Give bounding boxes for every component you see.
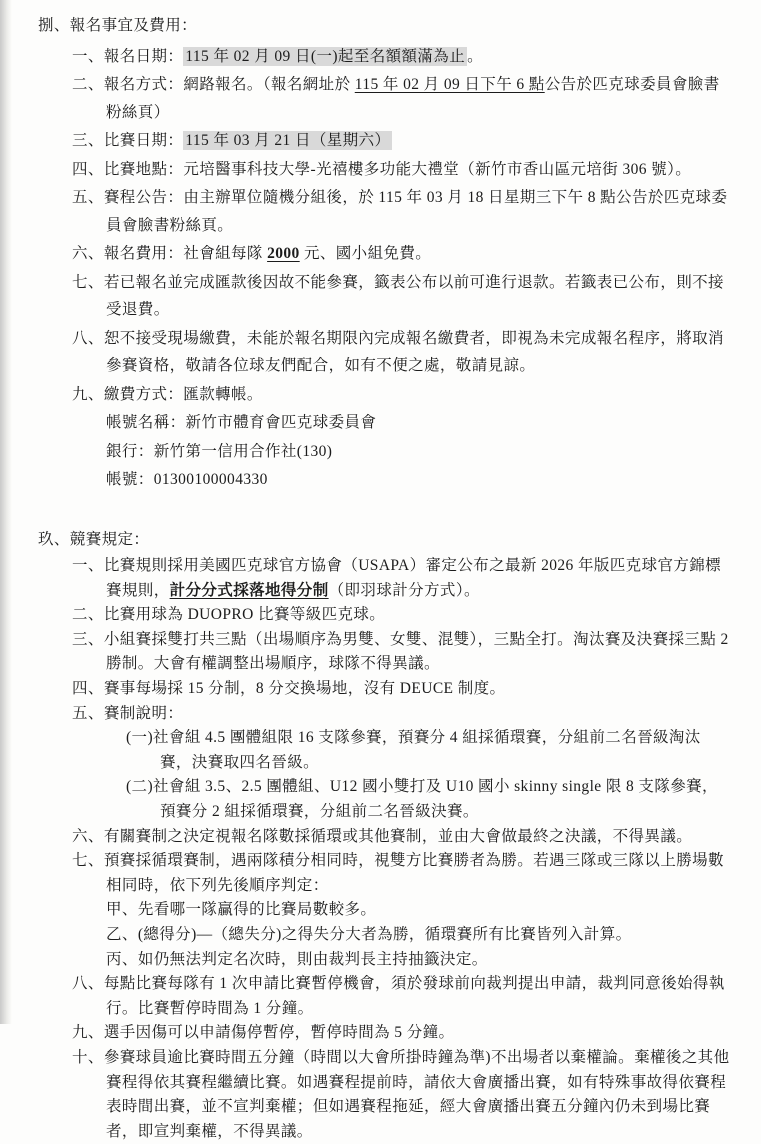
list-item (0, 1046, 731, 1144)
list-item (0, 948, 731, 973)
item-number: 六、 (72, 245, 104, 262)
item-number: 二、 (72, 76, 104, 93)
text-run: 選手因傷可以申請傷停暫停，暫停時間為 5 分鐘。 (104, 1024, 455, 1041)
item-number: 乙、 (106, 926, 138, 943)
item-number: 一、 (72, 48, 104, 65)
list-item (0, 1021, 731, 1046)
text-run: 賽制說明： (104, 705, 184, 722)
text-run: 預賽採循環賽制，遇兩隊積分相同時，視雙方比賽勝者為勝。若遇三隊或三隊以上勝場數相同時，依下列先後順序判定： (104, 852, 724, 894)
list-item (0, 156, 731, 184)
item-number: 七、 (72, 852, 104, 869)
item-number: 九、 (72, 1024, 104, 1041)
section-title: 捌、報名事宜及費用： (0, 12, 731, 40)
text-run: 帳號：01300100004330 (106, 471, 268, 488)
text-run: 賽事每場採 15 分制，8 分交換場地，沒有 DEUCE 制度。 (104, 680, 506, 697)
text-run: 帳號名稱：新竹市體育會匹克球委員會 (106, 414, 376, 431)
item-number: (二) (126, 778, 153, 795)
text-run: 銀行：新竹第一信用合作社(130) (106, 443, 332, 460)
item-number: 三、 (72, 132, 104, 149)
list-item (0, 127, 731, 155)
text-run: （即羽球計分方式）。 (329, 582, 480, 599)
text-run: 社會組 4.5 團體組限 16 支隊參賽，預賽分 4 組採循環賽，分組前二名晉級淘汰賽，決賽取四名晉級。 (153, 729, 701, 771)
list-item (0, 677, 731, 702)
highlighted-text: 115 年 03 月 21 日（星期六） (183, 131, 392, 150)
text-run: 比賽規則採用美國匹克球官方協會（USAPA）審定公布之最新 2026 年版匹克球官方錦標賽規則， (104, 557, 721, 599)
list-item (0, 240, 731, 268)
text-run: 恕不接受現場繳費，未能於報名期限內完成報名繳費者，即視為未完成報名程序，將取消參賽資格，敬請各位球友們配合，如有不便之處，敬請見諒。 (104, 330, 724, 375)
text-run: 參賽球員逾比賽時間五分鐘（時間以大會所掛時鐘為準)不出場者以棄權論。棄權後之其他賽程得依其賽程繼續比賽。如遇賽程提前時，請依大會廣播出賽，如有特殊事故得依賽程表時間出賽，並不宣判棄權；但如遇賽程拖延，經大會廣播出賽五分鐘內仍未到場比賽者，即宣判棄權，不得異議。 (104, 1049, 730, 1140)
highlighted-text: 115 年 02 月 09 日(一)起至名額額滿為止 (183, 47, 467, 66)
bold-underlined-text: 計分分式採落地得分制 (170, 582, 329, 599)
list-item (0, 409, 731, 437)
section-title: 玖、競賽規定： (0, 528, 731, 553)
list-item (0, 702, 731, 727)
list-item (0, 603, 731, 628)
item-number: 七、 (72, 274, 104, 291)
item-number: 二、 (72, 606, 104, 623)
underlined-text: 115 年 02 月 09 日下午 6 點 (355, 76, 545, 93)
item-number: (一) (126, 729, 153, 746)
list-item (0, 849, 731, 898)
item-number: 三、 (72, 631, 104, 648)
list-item (0, 923, 731, 948)
item-number: 六、 (72, 828, 104, 845)
text-run: 。 (467, 48, 483, 65)
bold-underlined-text: 2000 (267, 245, 300, 262)
list-item (0, 825, 731, 850)
list-item (0, 554, 731, 603)
doc-sections (0, 12, 731, 1144)
list-item (0, 71, 731, 126)
item-number: 丙、 (106, 951, 138, 968)
text-run: 報名方式：網路報名。（報名網址於 (104, 76, 355, 93)
list-item (0, 628, 731, 677)
item-number: 五、 (72, 189, 104, 206)
item-number: 甲、 (106, 901, 138, 918)
section-registration (0, 12, 731, 494)
text-run: 比賽用球為 DUOPRO 比賽等級匹克球。 (104, 606, 385, 623)
text-run: 小組賽採雙打共三點（出場順序為男雙、女雙、混雙），三點全打。淘汰賽及決賽採三點 2 勝制。大會有權調整出場順序，球隊不得異議。 (104, 631, 729, 673)
item-number: 八、 (72, 975, 104, 992)
list-item (0, 269, 731, 324)
text-run: 社會組 3.5、2.5 團體組、U12 國小雙打及 U10 國小 skinny single 限 8 支隊參賽，預賽分 2 組採循環賽，分組前二名晉級決賽。 (153, 778, 718, 820)
text-run: 公告於匹克球委員會臉書粉絲頁） (106, 76, 720, 121)
text-run: 有關賽制之決定視報名隊數採循環或其他賽制，並由大會做最終之決議，不得異議。 (104, 828, 692, 845)
item-number: 十、 (72, 1049, 104, 1066)
text-run: 賽程公告：由主辦單位隨機分組後，於 115 年 03 月 18 日星期三下午 8 點公告於匹克球委員會臉書粉絲頁。 (104, 189, 728, 234)
list-item (0, 775, 731, 824)
text-run: 繳費方式：匯款轉帳。 (104, 386, 263, 403)
text-run: 報名日期： (104, 48, 184, 65)
item-number: 五、 (72, 705, 104, 722)
text-run: 報名費用：社會組每隊 (104, 245, 267, 262)
item-number: 四、 (72, 680, 104, 697)
item-number: 八、 (72, 330, 104, 347)
item-number: 四、 (72, 161, 104, 178)
list-item (0, 184, 731, 239)
list-item (0, 972, 731, 1021)
list-item (0, 381, 731, 409)
text-run: 先看哪一隊贏得的比賽局數較多。 (138, 901, 377, 918)
text-run: 元、國小組免費。 (300, 245, 431, 262)
text-run: 每點比賽每隊有 1 次申請比賽暫停機會，須於發球前向裁判提出申請，裁判同意後始得執行。比賽暫停時間為 1 分鐘。 (104, 975, 725, 1017)
section-rules (0, 528, 731, 1144)
text-run: 若已報名並完成匯款後因故不能參賽，籤表公布以前可進行退款。若籤表已公布，則不接受退費。 (104, 274, 724, 319)
list-item (0, 438, 731, 466)
list-item (0, 466, 731, 494)
text-run: 如仍無法判定名次時，則由裁判長主持抽籤決定。 (138, 951, 488, 968)
item-number: 九、 (72, 386, 104, 403)
list-item (0, 43, 731, 71)
item-number: 一、 (72, 557, 104, 574)
list-item (0, 726, 731, 775)
list-item (0, 898, 731, 923)
text-run: 比賽日期： (104, 132, 184, 149)
list-item (0, 325, 731, 380)
text-run: (總得分)—（總失分)之得失分大者為勝，循環賽所有比賽皆列入計算。 (138, 926, 632, 943)
text-run: 比賽地點：元培醫事科技大學-光禧樓多功能大禮堂（新竹市香山區元培街 306 號）。 (104, 161, 691, 178)
